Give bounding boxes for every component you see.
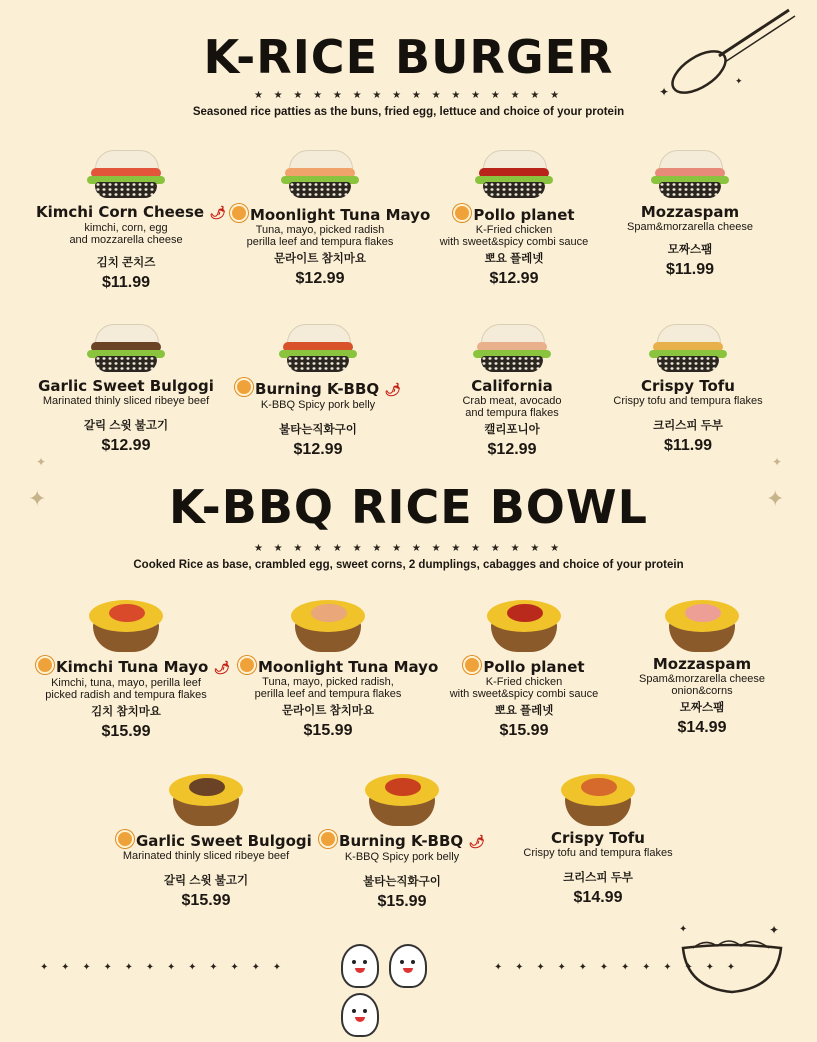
item-korean: 불타는직화구이 [363, 876, 441, 888]
item-desc: Crab meat, avocado [462, 395, 562, 407]
bowl-photo [663, 596, 741, 652]
menu-item [238, 596, 439, 740]
footer-dots-left: ✦ ✦ ✦ ✦ ✦ ✦ ✦ ✦ ✦ ✦ ✦ ✦ [40, 962, 287, 973]
item-name: Pollo planet [473, 206, 575, 224]
menu-item [508, 770, 688, 907]
item-name: Kimchi Tuna Mayo [56, 658, 209, 676]
item-name: Crispy Tofu [551, 829, 645, 847]
burger-photo [87, 318, 165, 374]
burger-photo [473, 318, 551, 374]
item-desc: with sweet&spicy combi sauce [439, 236, 589, 248]
menu-item [36, 144, 226, 292]
item-desc: Tuna, mayo, picked radish [255, 224, 385, 236]
bowl-photo [363, 770, 441, 826]
item-name: Moonlight Tuna Mayo [250, 206, 431, 224]
item-korean: 김치 콘치즈 [96, 257, 156, 269]
item-korean: 모짜스팸 [679, 702, 725, 714]
item-desc: K-BBQ Spicy pork belly [260, 399, 376, 411]
item-desc: K-BBQ Spicy pork belly [344, 851, 460, 863]
section-subtitle-burger: Seasoned rice patties as the buns, fried egg, lettuce and choice of your protein [192, 106, 625, 118]
item-price: $11.99 [665, 261, 715, 278]
item-name: Burning K-BBQ [339, 832, 464, 850]
item-korean: 뽀요 플레넷 [484, 253, 544, 265]
menu-item [434, 596, 614, 740]
sparkle-icon: ✦ [766, 486, 785, 511]
mascot-icon [389, 944, 427, 988]
item-desc: perilla leef and tempura flakes [246, 236, 394, 248]
item-name: Garlic Sweet Bulgogi [38, 377, 214, 395]
mascot-icon [341, 944, 379, 988]
best-seller-badge-icon [116, 830, 134, 848]
item-price: $11.99 [101, 274, 151, 291]
item-name: California [471, 377, 553, 395]
item-korean: 김치 참치마요 [91, 706, 161, 718]
item-korean: 불타는직화구이 [279, 424, 357, 436]
bowl-doodle-icon [677, 918, 787, 998]
chili-icon: 🌶 [209, 206, 226, 221]
item-desc: K-Fried chicken [485, 676, 563, 688]
title-stars: ★ ★ ★ ★ ★ ★ ★ ★ ★ ★ ★ ★ ★ ★ ★ ★ [253, 543, 564, 554]
item-desc: with sweet&spicy combi sauce [449, 688, 599, 700]
chili-icon: 🌶 [468, 835, 485, 850]
sparkle-icon: ✦ [772, 455, 783, 469]
burger-photo [87, 144, 165, 200]
item-price: $15.99 [377, 893, 427, 910]
menu-item [36, 318, 216, 455]
item-name: Moonlight Tuna Mayo [258, 658, 439, 676]
item-desc: Marinated thinly sliced ribeye beef [122, 850, 290, 862]
item-desc: Spam&morzarella cheese [627, 221, 753, 233]
item-desc: and mozzarella cheese [69, 234, 183, 246]
menu-item [36, 596, 231, 741]
bowl-photo [87, 596, 165, 652]
item-price: $15.99 [303, 722, 353, 739]
burger-photo [475, 144, 553, 200]
item-desc: Marinated thinly sliced ribeye beef [42, 395, 210, 407]
footer-dots-right: ✦ ✦ ✦ ✦ ✦ ✦ ✦ ✦ ✦ ✦ ✦ ✦ [494, 962, 741, 973]
item-price: $14.99 [573, 889, 623, 906]
item-desc: Crispy tofu and tempura flakes [523, 847, 673, 859]
item-desc: Tuna, mayo, picked radish, [262, 676, 394, 688]
best-seller-badge-icon [238, 656, 256, 674]
item-korean: 갈릭 스윗 불고기 [163, 875, 249, 887]
item-price: $12.99 [293, 441, 343, 458]
best-seller-badge-icon [319, 830, 337, 848]
item-price: $15.99 [101, 723, 151, 740]
item-desc: Kimchi, tuna, mayo, perilla leef [51, 677, 201, 689]
item-desc: and tempura flakes [465, 407, 559, 419]
svg-text:✦: ✦ [735, 76, 743, 86]
item-price: $14.99 [677, 719, 727, 736]
bowl-photo [289, 596, 367, 652]
item-korean: 뽀요 플레넷 [494, 705, 554, 717]
menu-item [116, 770, 312, 910]
item-korean: 크리스피 두부 [563, 872, 633, 884]
title-stars: ★ ★ ★ ★ ★ ★ ★ ★ ★ ★ ★ ★ ★ ★ ★ ★ [253, 90, 564, 101]
menu-item [422, 318, 602, 459]
item-korean: 모짜스팸 [667, 244, 713, 256]
section-title-burger: K-RICE BURGER [203, 30, 614, 84]
item-name: Garlic Sweet Bulgogi [136, 832, 312, 850]
item-price: $15.99 [181, 892, 231, 909]
item-desc: perilla leef and tempura flakes [254, 688, 402, 700]
menu-item [600, 144, 780, 279]
item-price: $12.99 [295, 270, 345, 287]
item-desc: Spam&morzarella cheese [639, 673, 765, 685]
item-desc: K-Fried chicken [475, 224, 553, 236]
svg-text:✦: ✦ [679, 924, 688, 935]
bowl-photo [485, 596, 563, 652]
menu-item [230, 144, 431, 288]
item-name: Pollo planet [483, 658, 585, 676]
item-korean: 캘리포니아 [484, 424, 540, 436]
sparkle-icon: ✦ [36, 455, 47, 469]
item-price: $15.99 [499, 722, 549, 739]
burger-photo [281, 144, 359, 200]
section-subtitle-bowl: Cooked Rice as base, crambled egg, sweet corns, 2 dumplings, cabagges and choice of your protein [133, 559, 684, 571]
bowl-photo [559, 770, 637, 826]
best-seller-badge-icon [36, 656, 54, 674]
menu-item [598, 318, 778, 455]
best-seller-badge-icon [235, 378, 253, 396]
item-price: $12.99 [489, 270, 539, 287]
menu-item [424, 144, 604, 288]
best-seller-badge-icon [463, 656, 481, 674]
item-korean: 크리스피 두부 [653, 420, 723, 432]
svg-text:✦: ✦ [769, 923, 780, 937]
item-name: Mozzaspam [640, 203, 740, 221]
mascots [336, 944, 476, 994]
burger-photo [651, 144, 729, 200]
bowl-photo [167, 770, 245, 826]
item-desc: onion&corns [671, 685, 733, 697]
item-name: Burning K-BBQ [255, 380, 380, 398]
burger-photo [279, 318, 357, 374]
item-price: $12.99 [487, 441, 537, 458]
section-title-bowl: K-BBQ RICE BOWL [169, 480, 648, 534]
chili-icon: 🌶 [384, 383, 401, 398]
best-seller-badge-icon [230, 204, 248, 222]
item-desc: Crispy tofu and tempura flakes [613, 395, 763, 407]
item-korean: 문라이트 참치마요 [273, 253, 367, 265]
item-name: Kimchi Corn Cheese [36, 203, 205, 221]
menu-item [612, 596, 792, 737]
best-seller-badge-icon [453, 204, 471, 222]
item-name: Crispy Tofu [641, 377, 735, 395]
item-korean: 문라이트 참치마요 [281, 705, 375, 717]
item-desc: kimchi, corn, egg [84, 222, 168, 234]
svg-text:✦: ✦ [659, 85, 670, 99]
burger-photo [649, 318, 727, 374]
item-price: $12.99 [101, 437, 151, 454]
sparkle-icon: ✦ [28, 486, 47, 511]
chili-icon: 🌶 [213, 661, 231, 676]
item-desc: picked radish and tempura flakes [45, 689, 207, 701]
item-price: $11.99 [663, 437, 713, 454]
item-name: Mozzaspam [652, 655, 752, 673]
menu-item [312, 770, 492, 911]
item-korean: 갈릭 스윗 불고기 [83, 420, 169, 432]
menu-item [228, 318, 408, 459]
